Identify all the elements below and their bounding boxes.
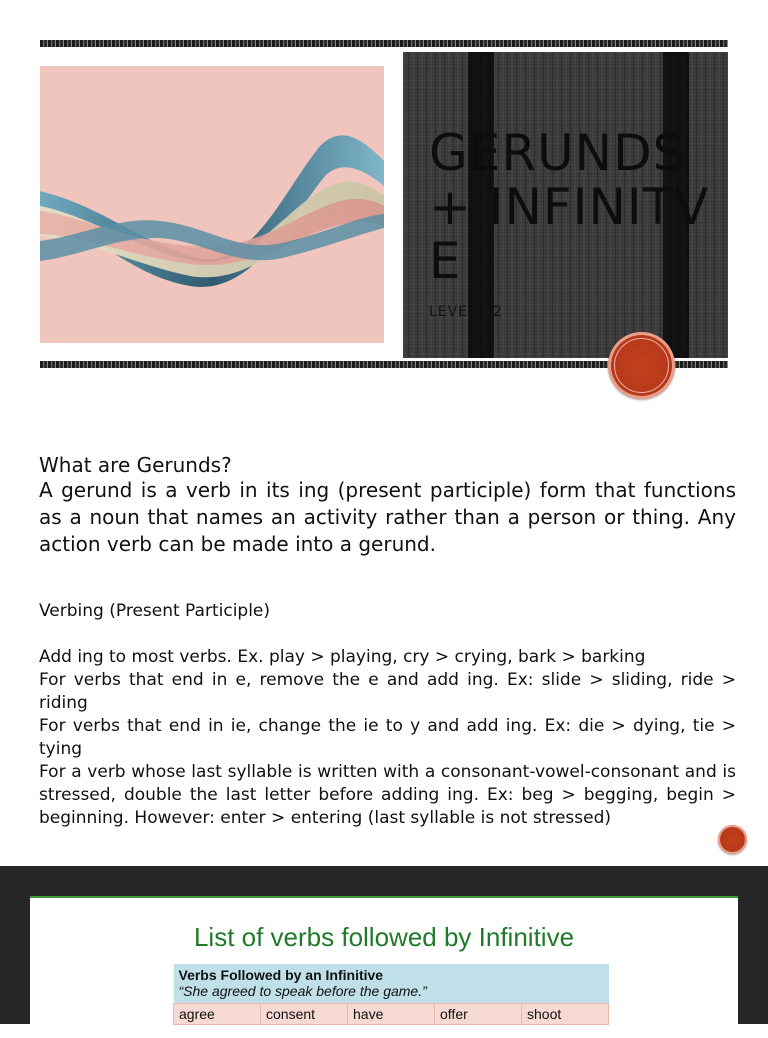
decorative-orb-icon — [608, 332, 675, 399]
definition-paragraph: A gerund is a verb in its ing (present participle) form that functions as a noun that names an activity rather than a person or thing. Any action verb can be made into a gerund. — [39, 478, 736, 556]
rule-item: For verbs that end in ie, change the ie to y and add ing. Ex: die > dying, tie > tying — [39, 716, 736, 759]
top-texture-band — [40, 40, 728, 47]
table-header: Verbs Followed by an Infinitive — [178, 967, 384, 983]
abstract-wave-image — [40, 66, 384, 343]
table-cell: consent — [261, 1004, 348, 1025]
rule-item: For verbs that end in e, remove the e and add ing. Ex: slide > sliding, ride > riding — [39, 670, 736, 713]
table-cell: shoot — [522, 1004, 609, 1025]
small-decorative-orb-icon — [718, 825, 747, 854]
table-cell: offer — [435, 1004, 522, 1025]
infinitive-list-slide — [0, 866, 768, 1024]
rules-heading: Verbing (Present Participle) — [39, 601, 271, 621]
rule-item: For a verb whose last syllable is written with a consonant-vowel-consonant and is stressed, double the last letter before adding ing. Ex: beg > begging, begin > beginning. However: enter > entering (last syllable is not stressed) — [39, 762, 736, 828]
title-slide — [0, 0, 768, 420]
title-panel — [403, 52, 728, 358]
card-title: List of verbs followed by Infinitive — [193, 922, 575, 952]
table-header-cell — [174, 964, 609, 1004]
question-heading: What are Gerunds? — [39, 453, 232, 477]
slide-title: GERUNDS + INFINITVE — [429, 124, 710, 290]
table-cell: have — [348, 1004, 435, 1025]
slide-subtitle: LEVEL A2 — [429, 304, 503, 320]
infinitive-card — [30, 896, 738, 1038]
table-example: “She agreed to speak before the game.” — [178, 983, 427, 999]
table-row — [174, 1004, 609, 1025]
rule-item: Add ing to most verbs. Ex. play > playing, cry > crying, bark > barking — [39, 647, 646, 667]
rules-list — [39, 646, 736, 830]
table-cell: agree — [174, 1004, 261, 1025]
gerund-definition-slide — [0, 420, 768, 866]
verb-table — [173, 964, 609, 1025]
